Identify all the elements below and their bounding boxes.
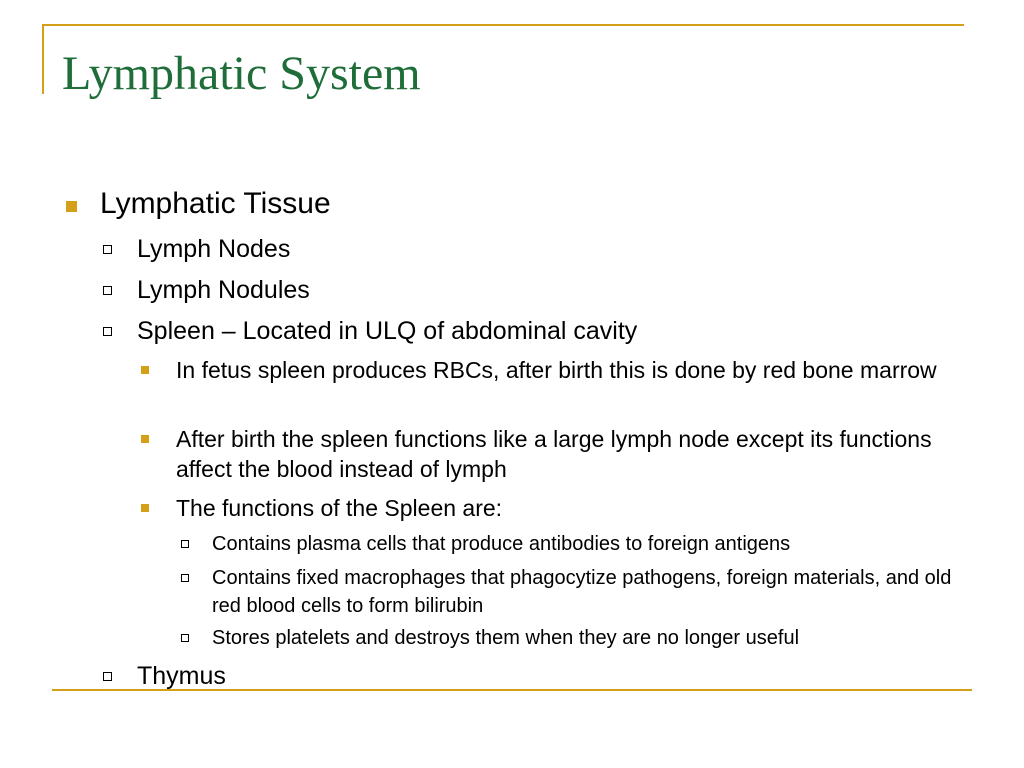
bullet-text: Lymph Nodes [137,235,291,263]
bullet-text: Contains fixed macrophages that phagocytize pathogens, foreign materials, and old red blood cells to form bilirubin [212,567,952,617]
hollow-square-bullet-icon [181,540,189,548]
hollow-square-bullet-icon [103,245,112,254]
bullet-spleen-fetus [176,355,966,385]
bullet-lymph-nodules [137,275,310,305]
bullet-spleen-functions [176,493,966,523]
bullet-text: After birth the spleen functions like a large lymph node except its functions affect the blood instead of lymph [176,426,932,482]
bullet-text: Stores platelets and destroys them when they are no longer useful [212,627,800,649]
bullet-text: Spleen – Located in ULQ of abdominal cavity [137,317,638,345]
square-bullet-icon [141,504,149,512]
bullet-lymphatic-tissue [100,186,331,222]
slide-title: Lymphatic System [62,47,421,100]
hollow-square-bullet-icon [103,672,112,681]
bullet-text: Contains plasma cells that produce antibodies to foreign antigens [212,533,791,555]
hollow-square-bullet-icon [103,286,112,295]
bullet-function-macrophages [212,564,972,620]
bullet-text: Lymphatic Tissue [100,187,331,220]
hollow-square-bullet-icon [181,634,189,642]
bullet-text: The functions of the Spleen are: [176,495,503,521]
square-bullet-icon [141,366,149,374]
bullet-spleen-after-birth [176,424,966,484]
bullet-lymph-nodes [137,234,290,264]
hollow-square-bullet-icon [103,327,112,336]
bullet-text: Lymph Nodules [137,276,310,304]
bullet-spleen [137,316,637,346]
bullet-text: Thymus [137,662,226,690]
bullet-text: In fetus spleen produces RBCs, after birth this is done by red bone marrow [176,357,937,383]
hollow-square-bullet-icon [181,574,189,582]
square-bullet-icon [66,201,77,212]
bullet-function-platelets [212,624,972,652]
square-bullet-icon [141,435,149,443]
bullet-function-plasma [212,530,972,558]
bullet-thymus [137,661,226,691]
